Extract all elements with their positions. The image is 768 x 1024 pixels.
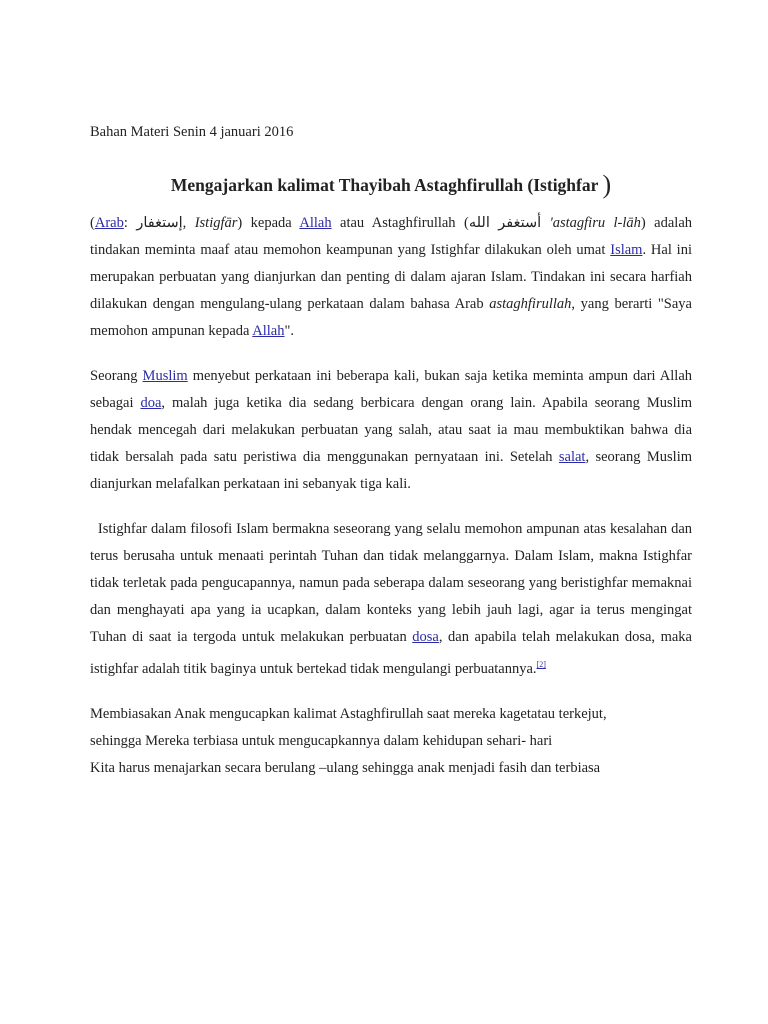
wiki-link-salat[interactable]: salat (558, 449, 586, 465)
text-run: , seorang Muslim dianjurkan melafalkan perkataan ini sebanyak tiga kali. (90, 449, 692, 492)
date-line: Bahan Materi Senin 4 januari 2016 (90, 124, 294, 140)
text-run: ( (90, 215, 95, 231)
paragraph-usage (90, 363, 692, 498)
text-run: ". (284, 323, 295, 339)
wiki-link-islam[interactable]: Islam (610, 242, 643, 258)
document-page (90, 122, 696, 782)
closing-block (90, 701, 692, 782)
wiki-link-allah[interactable]: Allah (252, 323, 285, 339)
italic-term: 'astagfiru l-lāh (549, 215, 641, 231)
text-run: Istighfar dalam filosofi Islam bermakna seseorang yang selalu memohon ampunan atas kesalahan dan terus berusaha untuk menaati perintah Tuhan dan tidak melanggarnya. Dalam Islam, makna Istighfar tidak terletak pada pengucapannya, namun pada seberapa dalam seseorang yang beristighfar memaknai dan menghayati apa yang ia ucapkan, dalam konteks yang lebih jauh lagi, agar ia terus mengingat Tuhan di saat ia tergoda untuk melakukan perbuatan (90, 521, 696, 645)
text-run: ) kepada (237, 215, 300, 231)
title-close-paren: ) (602, 170, 612, 199)
footnote-link[interactable]: [2] (536, 660, 546, 669)
wiki-link-arab[interactable]: Arab (94, 215, 124, 231)
wiki-link-doa[interactable]: doa (140, 395, 162, 411)
title-text: Mengajarkan kalimat Thayibah Astaghfirullah (Istighfar (170, 175, 599, 195)
closing-line: sehingga Mereka terbiasa untuk mengucapkannya dalam kehidupan sehari- hari (90, 732, 553, 749)
wiki-link-muslim[interactable]: Muslim (142, 368, 188, 384)
text-run: ) adalah tindakan meminta maaf atau memohon keampunan yang Istighfar dilakukan oleh umat (90, 215, 693, 258)
text-run: . Hal ini merupakan perbuatan yang dianjurkan dan penting di dalam ajaran Islam. Tindakan ini secara harfiah dilakukan dengan mengulang-ulang perkataan dalam bahasa Arab (90, 242, 692, 312)
text-run: , dan apabila telah melakukan dosa, maka istighfar adalah titik baginya untuk bertekad tidak mengulangi perbuatannya. (90, 629, 696, 677)
italic-term: astaghfirullah (489, 296, 572, 312)
paragraph-philosophy (90, 516, 696, 683)
document-title (90, 172, 692, 198)
text-run: Seorang (90, 368, 143, 384)
text-run: , malah juga ketika dia sedang berbicara dengan orang lain. Apabila seorang Muslim hendak mencegah dari melakukan perbuatan yang salah, atau saat ia mau membuktikan bahwa dia tidak bersalah pada satu peristiwa dia menggunakan pernyataan ini. Setelah (90, 395, 692, 465)
wiki-link-dosa[interactable]: dosa (412, 629, 439, 645)
paragraph-definition (90, 210, 692, 345)
wiki-link-allah[interactable]: Allah (299, 215, 332, 231)
text-run: : إستغفار, (123, 215, 195, 231)
closing-line: Membiasakan Anak mengucapkan kalimat Astaghfirullah saat mereka kagetatau terkejut, (90, 705, 607, 722)
text-run: , yang berarti "Saya memohon ampunan kepada (90, 296, 692, 339)
closing-line: Kita harus menajarkan secara berulang –ulang sehingga anak menjadi fasih dan terbiasa (90, 759, 601, 776)
italic-term: Istigfār (194, 215, 238, 231)
text-run: atau Astaghfirullah (أستغفر الله (331, 215, 550, 231)
text-run: menyebut perkataan ini beberapa kali, bukan saja ketika meminta ampun dari Allah sebagai (90, 368, 693, 411)
